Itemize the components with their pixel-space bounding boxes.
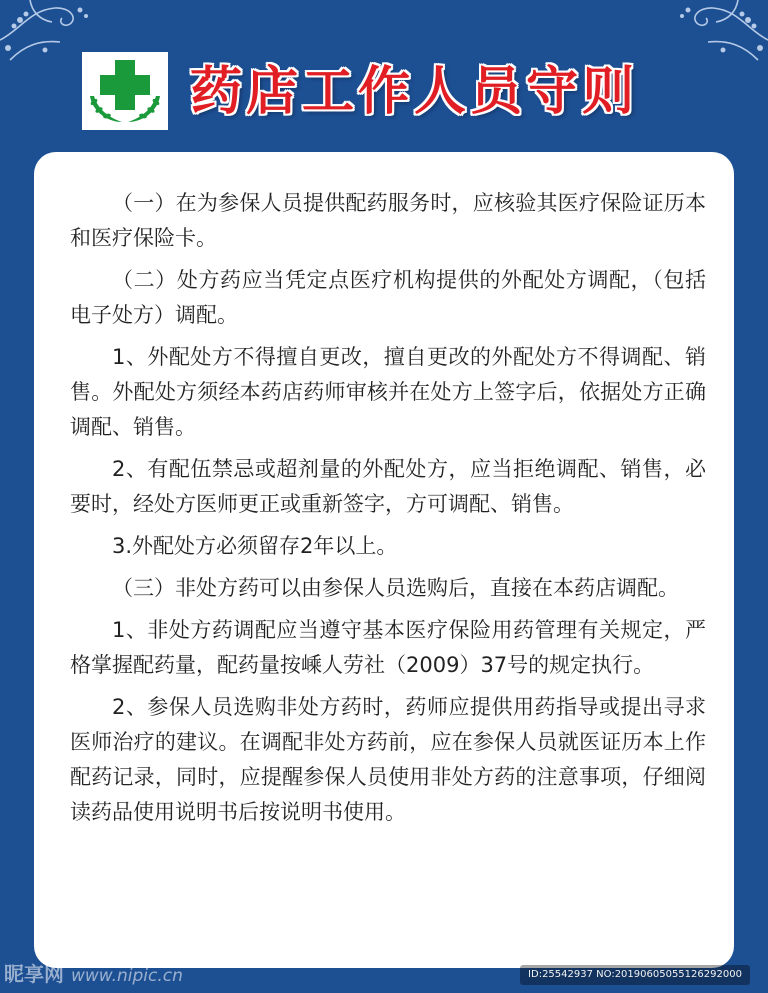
rule-paragraph: （一）在为参保人员提供配药服务时，应核验其医疗保险证历本和医疗保险卡。 [70, 191, 706, 250]
pharmacy-logo [82, 52, 168, 130]
rule-paragraph: 1、外配处方不得擅自更改，擅自更改的外配处方不得调配、销售。外配处方须经本药店药师审核并在处方上签字后，依据处方正确调配、销售。 [70, 345, 706, 439]
watermark [4, 958, 183, 987]
watermark-site: www.nipic.cn [70, 966, 183, 986]
image-id-bar: ID:25542937 NO:20190605055126292000 [520, 965, 750, 985]
rule-paragraph: （三）非处方药可以由参保人员选购后，直接在本药店调配。 [112, 576, 679, 600]
floral-ornament-right-icon [648, 0, 768, 70]
rule-paragraph: 2、有配伍禁忌或超剂量的外配处方，应当拒绝调配、销售，必要时，经处方医师更正或重新签字，方可调配、销售。 [70, 457, 706, 516]
rules-text [70, 186, 706, 837]
rule-paragraph: 3.外配处方必须留存2年以上。 [112, 534, 398, 558]
rule-paragraph: 2、参保人员选购非处方药时，药师应提供用药指导或提出寻求医师治疗的建议。在调配非处方药前，应在参保人员就医证历本上作配药记录，同时，应提醒参保人员使用非处方药的注意事项，仔细阅读药品使用说明书后按说明书使用。 [70, 695, 706, 824]
watermark-brand: 昵享网 [4, 962, 64, 986]
green-cross-laurel-icon [82, 52, 168, 130]
page-title: 药店工作人员守则 [190, 62, 639, 122]
rule-paragraph: （二）处方药应当凭定点医疗机构提供的外配处方调配，（包括电子处方）调配。 [70, 268, 706, 327]
rule-paragraph: 1、非处方药调配应当遵守基本医疗保险用药管理有关规定，严格掌握配药量，配药量按嵊人劳社（2009）37号的规定执行。 [70, 618, 706, 677]
